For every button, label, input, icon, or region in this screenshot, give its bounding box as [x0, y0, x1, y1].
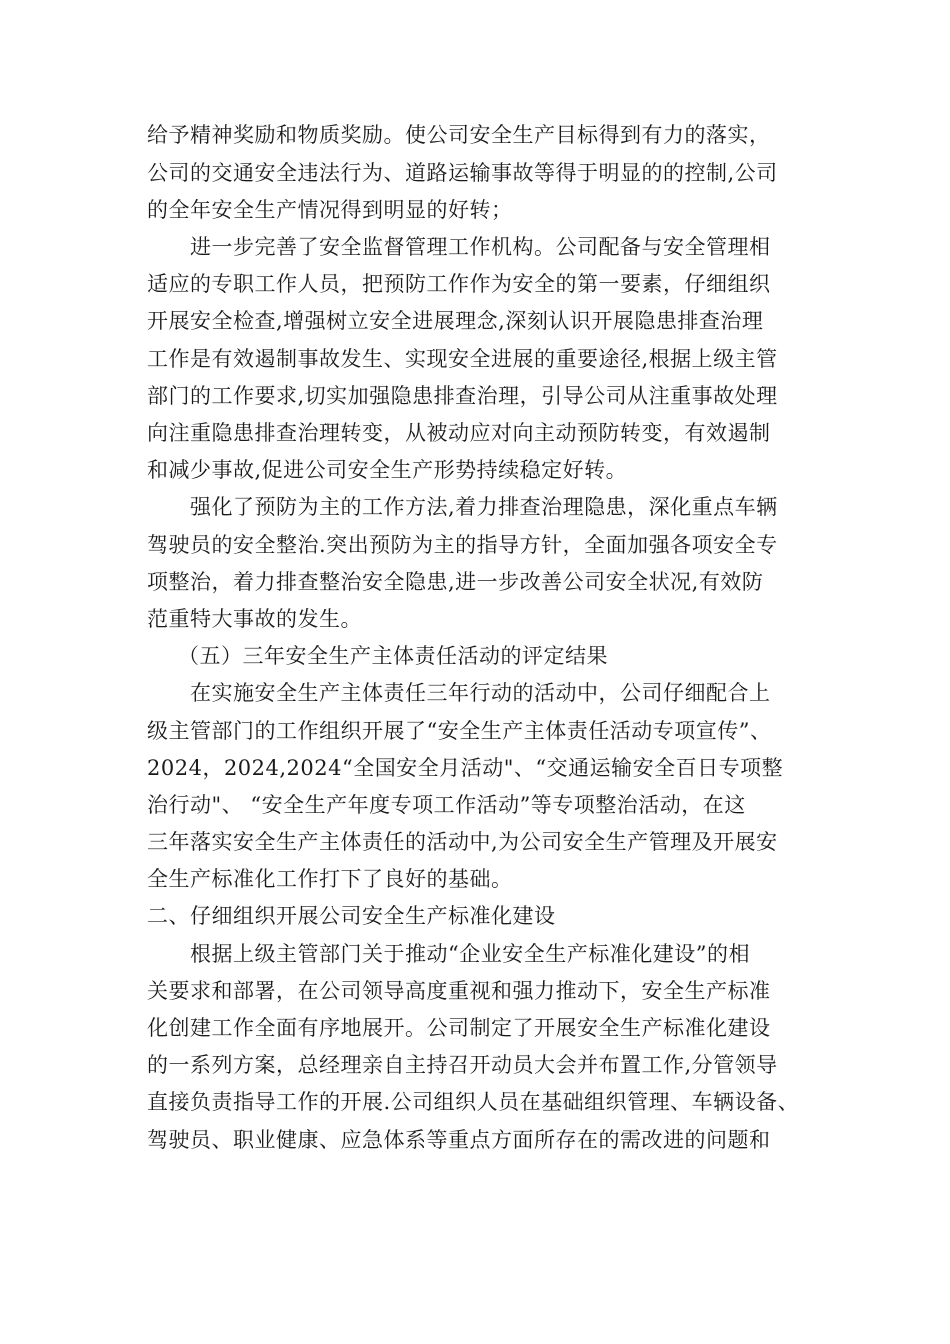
text-line: 强化了预防为主的工作方法,着力排查治理隐患，深化重点车辆	[190, 495, 778, 519]
text-line: 进一步完善了安全监督管理工作机构。公司配备与安全管理相	[190, 235, 771, 259]
text-line: 驾驶员的安全整治.突出预防为主的指导方针，全面加强各项安全专	[147, 533, 778, 557]
text-line: 关要求和部署，在公司领导高度重视和强力推动下，安全生产标准	[147, 979, 771, 1003]
text-line: 和减少事故,促进公司安全生产形势持续稳定好转。	[147, 458, 628, 482]
text-line: 开展安全检查,增强树立安全进展理念,深刻认识开展隐患排查治理	[147, 309, 764, 333]
text-line: 公司的交通安全违法行为、道路运输事故等得于明显的的控制,公司	[147, 161, 778, 185]
text-line: 治行动"、 “安全生产年度专项工作活动”等专项整治活动，在这	[147, 793, 746, 817]
text-line: 给予精神奖励和物质奖励。使公司安全生产目标得到有力的落实，	[147, 123, 771, 147]
text-line: 三年落实安全生产主体责任的活动中,为公司安全生产管理及开展安	[147, 830, 778, 854]
text-line: 在实施安全生产主体责任三年行动的活动中，公司仔细配合上	[190, 681, 771, 705]
text-line: 全生产标准化工作打下了良好的基础。	[147, 867, 513, 891]
text-line: 的全年安全生产情况得到明显的好转；	[147, 198, 513, 222]
section-heading: （五）三年安全生产主体责任活动的评定结果	[178, 644, 608, 668]
text-line: 直接负责指导工作的开展.公司组织人员在基础组织管理、车辆设备、	[147, 1090, 800, 1114]
text-line: 2024，2024,2024“全国安全月活动"、“交通运输安全百日专项整	[147, 756, 784, 780]
text-line: 驾驶员、职业健康、应急体系等重点方面所存在的需改进的问题和	[147, 1128, 771, 1152]
text-line: 项整治，着力排查整治安全隐患,进一步改善公司安全状况,有效防	[147, 570, 764, 594]
text-line: 根据上级主管部门关于推动“企业安全生产标准化建设”的相	[190, 942, 750, 966]
text-line: 范重特大事故的发生。	[147, 607, 362, 631]
section-heading: 二、仔细组织开展公司安全生产标准化建设	[147, 904, 556, 928]
text-line: 向注重隐患排查治理转变，从被动应对向主动预防转变，有效遏制	[147, 421, 771, 445]
text-line: 级主管部门的工作组织开展了“安全生产主体责任活动专项宣传”、	[147, 719, 772, 743]
text-line: 的一系列方案，总经理亲自主持召开动员大会并布置工作,分管领导	[147, 1053, 778, 1077]
text-line: 部门的工作要求,切实加强隐患排查治理，引导公司从注重事故处理	[147, 384, 778, 408]
text-line: 化创建工作全面有序地展开。公司制定了开展安全生产标准化建设	[147, 1016, 771, 1040]
text-line: 工作是有效遏制事故发生、实现安全进展的重要途径,根据上级主管	[147, 347, 778, 371]
text-line: 适应的专职工作人员，把预防工作作为安全的第一要素，仔细组织	[147, 272, 771, 296]
